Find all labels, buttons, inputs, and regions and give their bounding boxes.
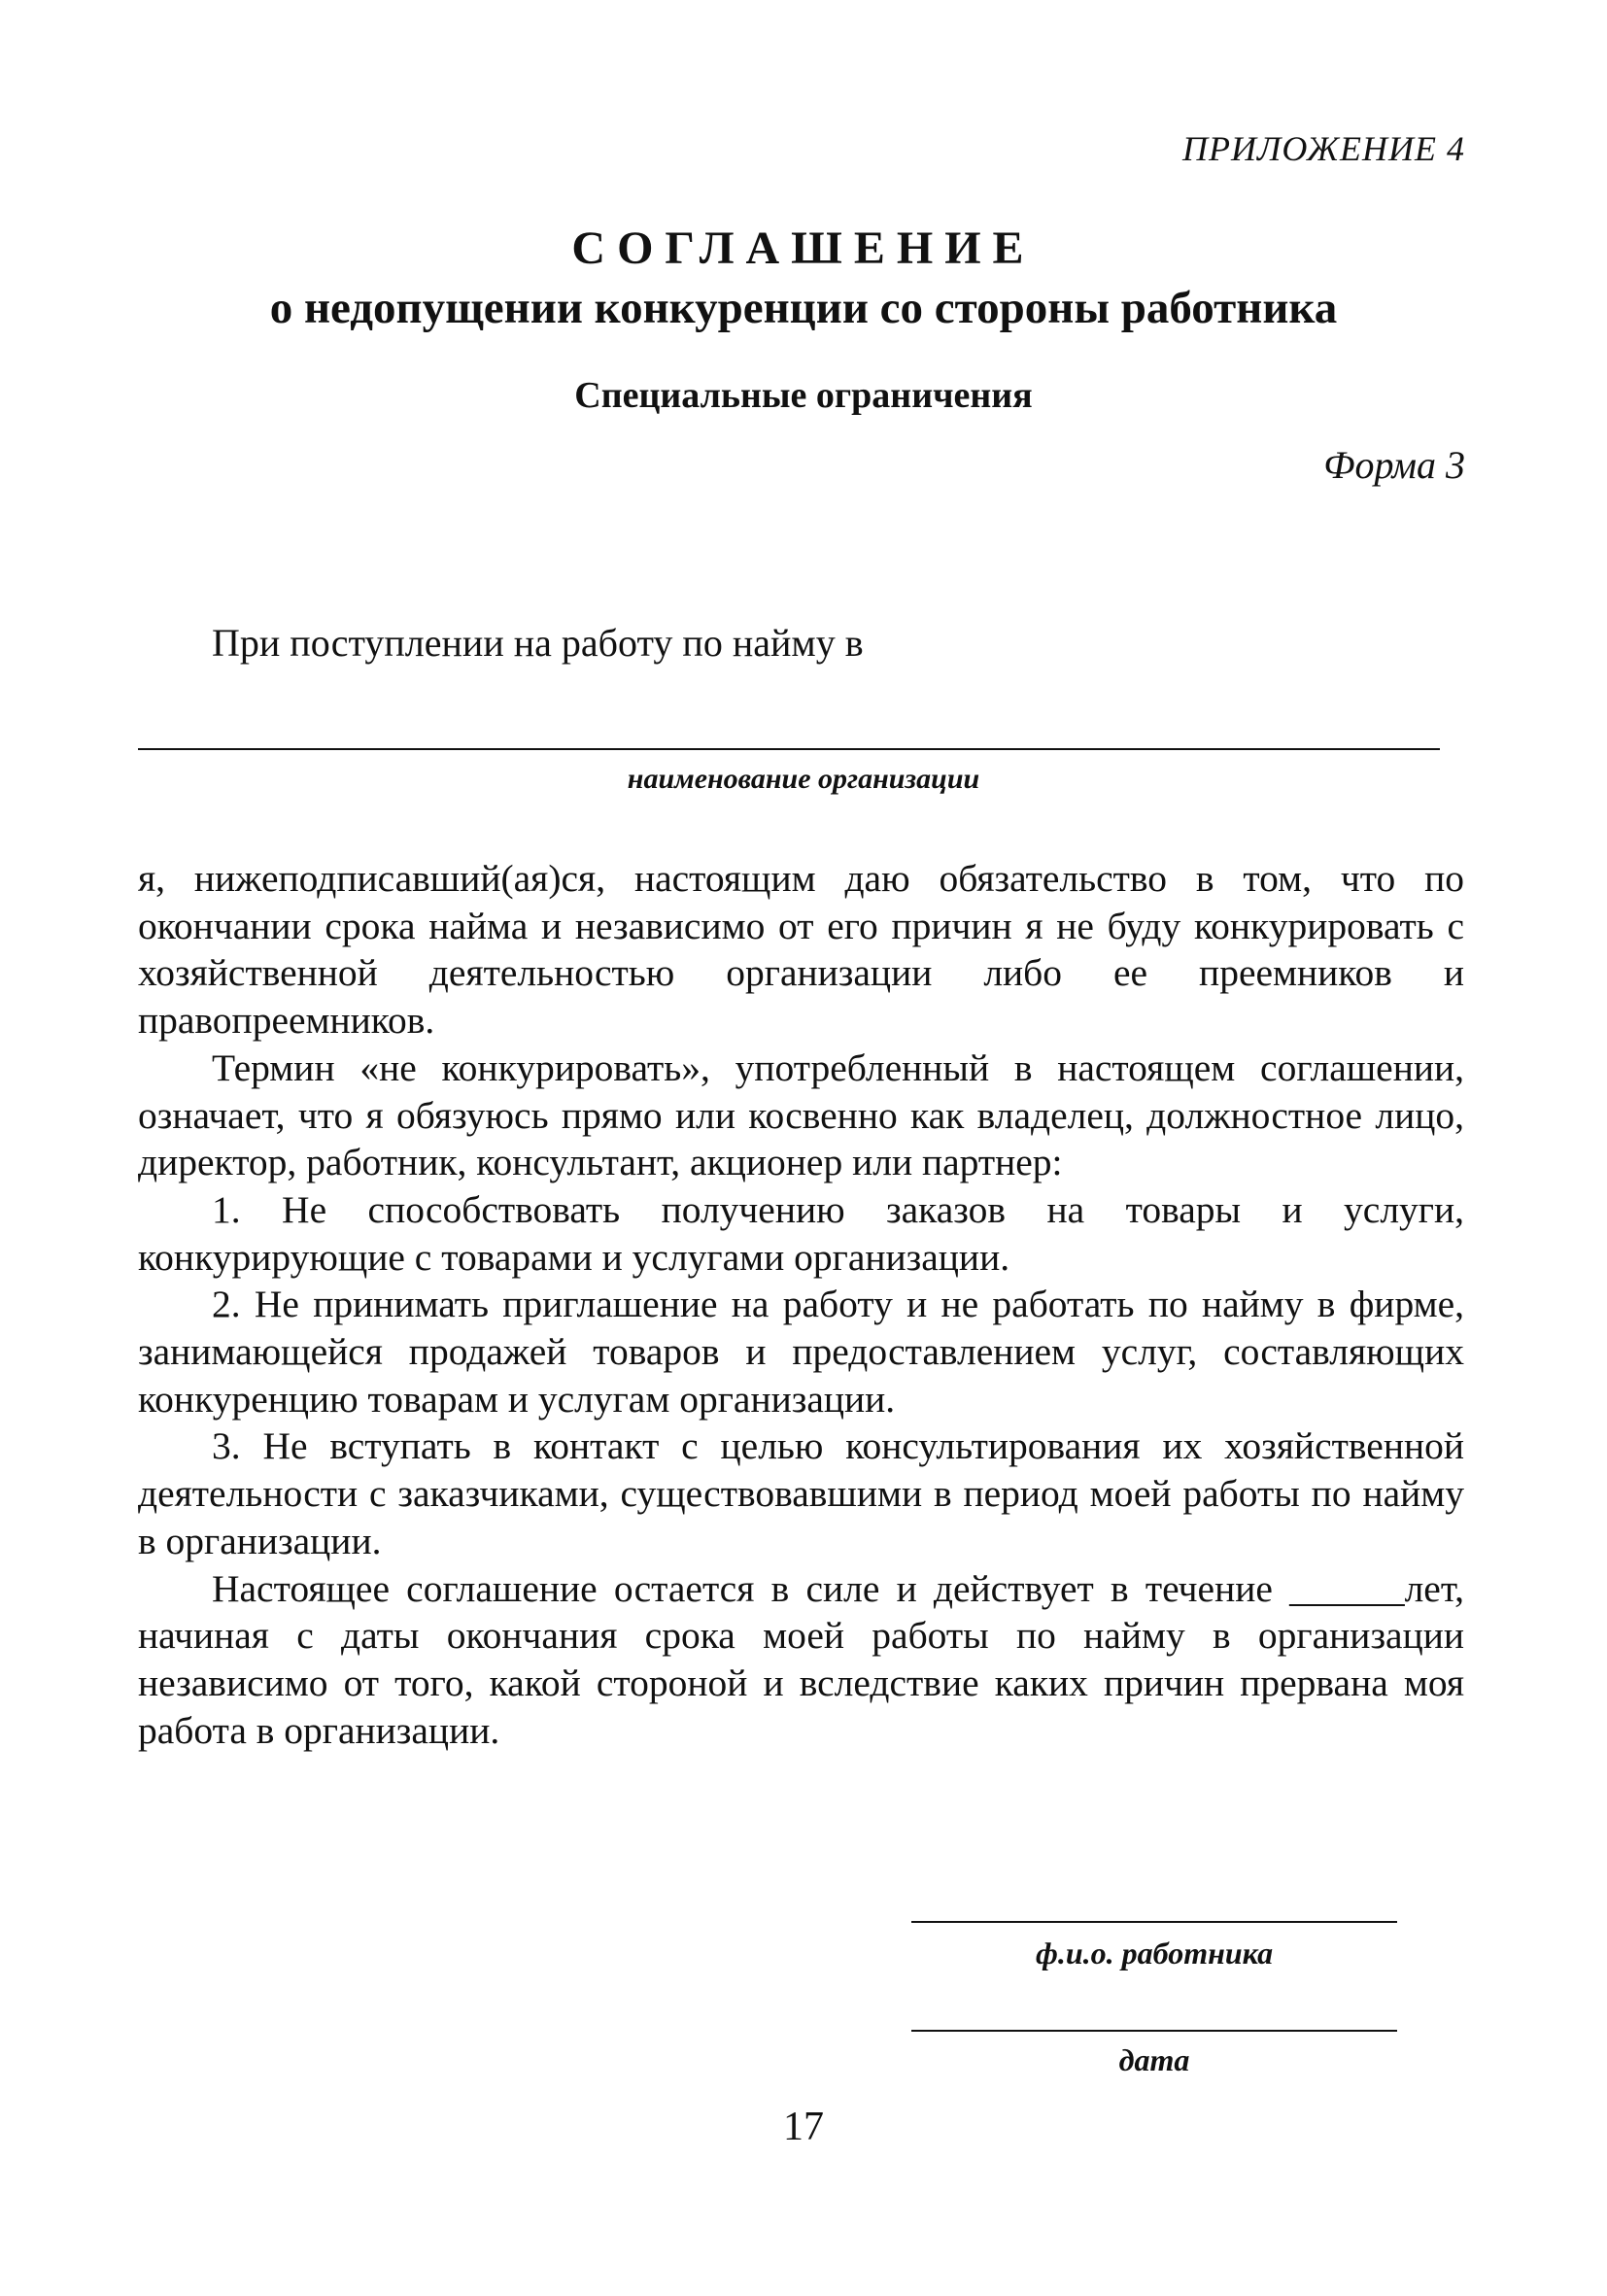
- section-heading: Специальные ограничения: [574, 375, 1033, 416]
- organization-name-field[interactable]: [138, 748, 1440, 750]
- intro-text: При поступлении на работу по найму в: [212, 621, 864, 665]
- paragraph-duration: Настоящее соглашение остается в силе и действует в течение ______лет, начиная с даты окончания срока моей работы по найму в организации независимо от того, какой стороной и вследствие каких причин прервана моя работа в организации.: [138, 1566, 1464, 1752]
- employee-name-caption: ф.и.о. работника: [1035, 1936, 1274, 1970]
- document-subtitle: о недопущении конкуренции со стороны работника: [269, 283, 1338, 333]
- employee-name-field[interactable]: [911, 1921, 1397, 1923]
- paragraph-item-3: 3. Не вступать в контакт с целью консультирования их хозяйственной деятельности с заказчиками, существовавшими в период моей работы по найму в организации.: [138, 1424, 1464, 1562]
- date-field[interactable]: [911, 2030, 1397, 2032]
- paragraph-term-definition: Термин «не конкурировать», употребленный в настоящем соглашении, означает, что я обязуюсь прямо или косвенно как владелец, должностное лицо, директор, работник, консультант, акционер или партнер:: [138, 1045, 1464, 1184]
- form-label: Форма 3: [1323, 443, 1465, 487]
- paragraph-item-2: 2. Не принимать приглашение на работу и не работать по найму в фирме, занимающейся продажей товаров и предоставлением услуг, составляющих конкуренцию товарам и услугам организации.: [138, 1283, 1464, 1421]
- paragraph-obligation: я, нижеподписавший(ая)ся, настоящим даю обязательство в том, что по окончании срока найма и независимо от его причин я не буду конкурировать с хозяйственной деятельностью организации либо ее преемников и правопреемников.: [138, 857, 1464, 1043]
- appendix-label: ПРИЛОЖЕНИЕ 4: [1182, 129, 1465, 168]
- document-title: СОГЛАШЕНИЕ: [571, 223, 1036, 274]
- organization-caption: наименование организации: [627, 763, 980, 795]
- date-caption: дата: [1118, 2042, 1190, 2077]
- paragraph-item-1: 1. Не способствовать получению заказов на товары и услуги, конкурирующие с товарами и услугами организации.: [138, 1187, 1464, 1279]
- body-text: [138, 855, 1464, 1754]
- page-number: 17: [783, 2105, 824, 2149]
